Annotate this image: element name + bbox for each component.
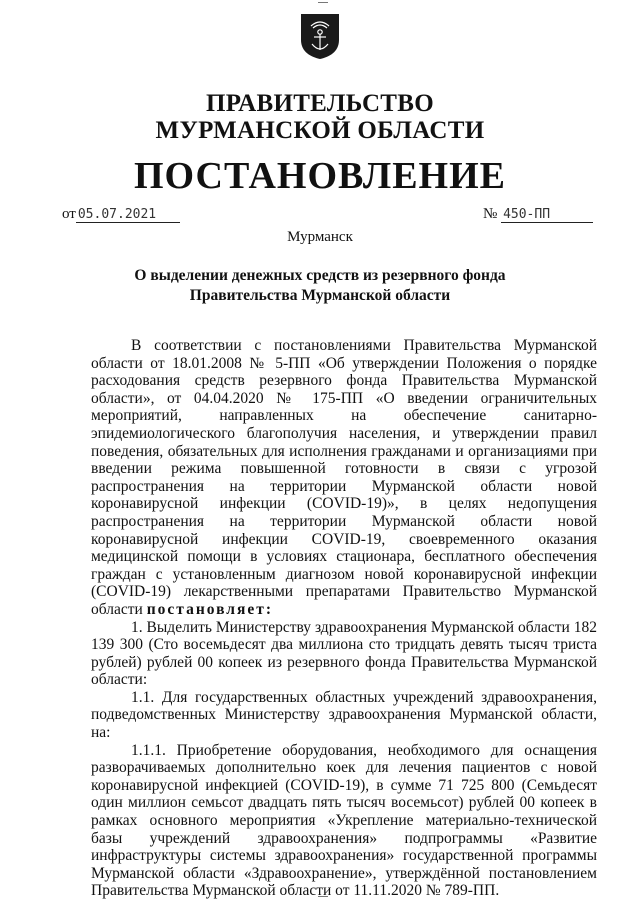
resolves-colon: :	[265, 600, 272, 618]
government-name-line2: МУРМАНСКОЙ ОБЛАСТИ	[155, 117, 485, 144]
preamble-text: В соответствии с постановлениями Правительства Мурманской области от 18.01.2008 № 5-ПП «Об утверждении Положения о порядке расходования средств резервного фонда Правительства Мурманской области», от 04.04.2020 № 175-ПП «О введении ограничительных мероприятий, направленных на обеспечение санитарно-эпидемиологического благополучия населения, и утверждении правил поведения, обязательных для исполнения гражданами и организациями при введении режима повышенной готовности в связи с угрозой распространения на территории Мурманской области новой коронавирусной инфекции (COVID-19)», в целях недопущения распространения на территории Мурманской области новой коронавирусной инфекции COVID-19, своевременного оказания медицинской помощи в условиях стационара, бесплатного обеспечения граждан с установленным диагнозом новой коронавирусной инфекции (COVID-19) лекарственными препаратами Правительство Мурманской области	[91, 337, 597, 618]
date-value: 05.07.2021	[76, 207, 180, 223]
preamble-paragraph	[91, 337, 597, 619]
resolves-word: постановляет	[146, 600, 266, 618]
document-title-line1: О выделении денежных средств из резервного фонда	[134, 267, 506, 284]
government-name-line1: ПРАВИТЕЛЬСТВО	[206, 90, 434, 117]
date-prefix: от	[62, 206, 76, 222]
item-1-1-1: 1.1.1. Приобретение оборудования, необходимого для оснащения разворачиваемых дополнительно коек для лечения пациентов с новой коронавирусной инфекцией (COVID-19), в сумме 71 725 800 (Семьдесят один миллион семьсот двадцать пять тысяч восемьсот) рублей 00 копеек в рамках основного мероприятия «Укрепление материально-технической базы учреждений здравоохранения» подпрограммы «Развитие инфраструктуры системы здравоохранения» государственной программы Мурманской области «Здравоохранение», утверждённой постановлением Правительства Мурманской области от 11.11.2020 № 789-ПП.	[91, 741, 597, 900]
binding-mark-bottom	[318, 896, 328, 901]
document-type: ПОСТАНОВЛЕНИЕ	[133, 155, 507, 197]
document-title	[0, 266, 640, 306]
government-name	[0, 90, 640, 144]
binding-mark-top	[318, 2, 328, 7]
item-1-1: 1.1. Для государственных областных учреждений здравоохранения, подведомственных Министерству здравоохранения Мурманской области, на:	[91, 688, 597, 742]
document-date	[62, 206, 180, 223]
document-body	[91, 337, 597, 900]
number-value: 450-ПП	[501, 207, 593, 223]
city: Мурманск	[287, 229, 353, 245]
document-title-line2: Правительства Мурманской области	[189, 287, 451, 304]
number-prefix: №	[483, 206, 498, 222]
document-number	[483, 206, 593, 223]
coat-of-arms-icon	[299, 12, 341, 60]
item-1: 1. Выделить Министерству здравоохранения Мурманской области 182 139 300 (Сто восемьдесят два миллиона сто тридцать девять тысяч триста рублей) рублей 00 копеек из резервного фонда Правительства Мурманской области:	[91, 618, 597, 689]
